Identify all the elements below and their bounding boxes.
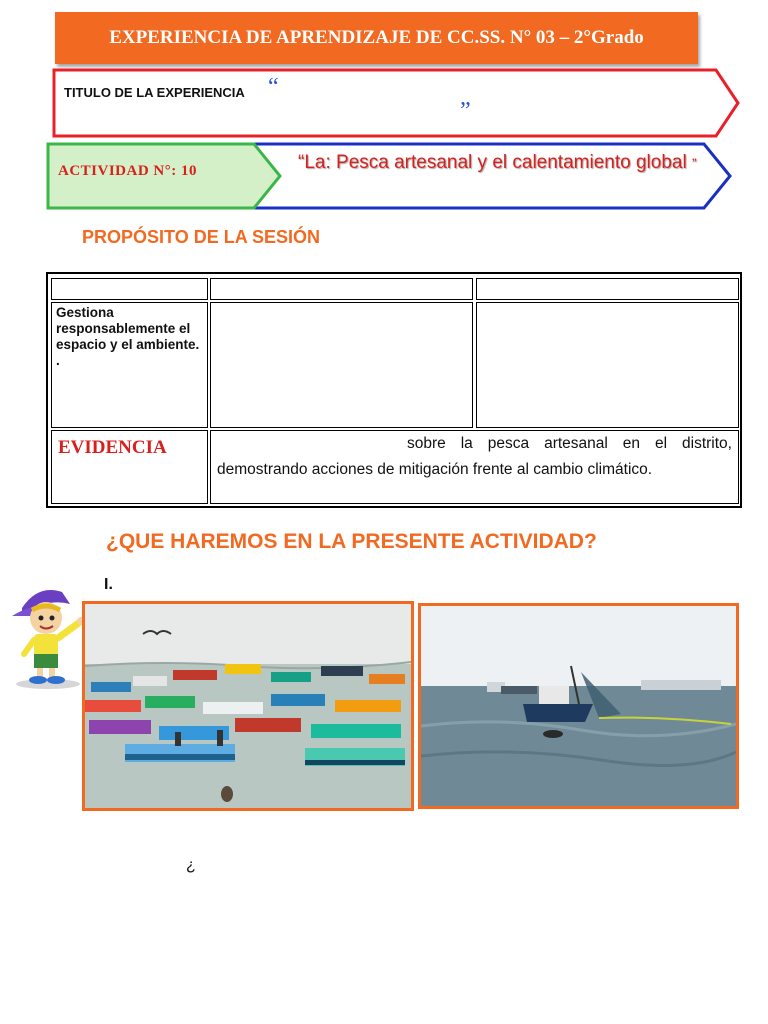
boy-mascot-icon [8, 580, 88, 690]
activity-title-close-quote: ” [691, 155, 697, 171]
activity-number: ACTIVIDAD N°: 10 [58, 163, 198, 179]
competence-text: Gestiona responsablemente el espacio y el ambiente. . [56, 305, 200, 368]
experience-title-label: TITULO DE LA EXPERIENCIA [64, 85, 245, 100]
table-header-cell-2 [210, 278, 473, 300]
experience-title-arrow [48, 66, 742, 140]
evidence-label-cell [51, 430, 208, 504]
industrial-fishing-photo [418, 603, 739, 809]
purpose-heading: PROPÓSITO DE LA SESIÓN [82, 227, 321, 247]
evidence-text: sobre la pesca artesanal en el distrito, demostrando acciones de mitigación frente al cambio climático. [217, 435, 732, 478]
section-numeral: I. [104, 576, 113, 593]
activity-section-heading: ¿QUE HAREMOS EN LA PRESENTE ACTIVIDAD? [106, 530, 597, 553]
question-mark: ¿ [186, 857, 196, 874]
table-header-cell-3 [476, 278, 739, 300]
experience-open-quote: “ [268, 74, 279, 100]
competence-cell [51, 302, 208, 428]
activity-title [298, 150, 698, 176]
header-title: EXPERIENCIA DE APRENDIZAJE DE CC.SS. N° 03 – 2°Grado [109, 27, 644, 48]
artisanal-boats-photo [82, 601, 414, 811]
table-header-cell-1 [51, 278, 208, 300]
capacities-cell [210, 302, 473, 428]
purpose-table [46, 272, 742, 508]
industrial-fishing-illustration [421, 606, 736, 806]
activity-title-text: “La: Pesca artesanal y el calentamiento global [298, 152, 687, 173]
evidence-text-cell [210, 430, 739, 504]
evidence-label: EVIDENCIA [58, 437, 167, 458]
artisanal-boats-illustration [85, 604, 411, 808]
criteria-cell [476, 302, 739, 428]
experience-close-quote: ” [460, 98, 471, 124]
header-banner [55, 12, 698, 64]
